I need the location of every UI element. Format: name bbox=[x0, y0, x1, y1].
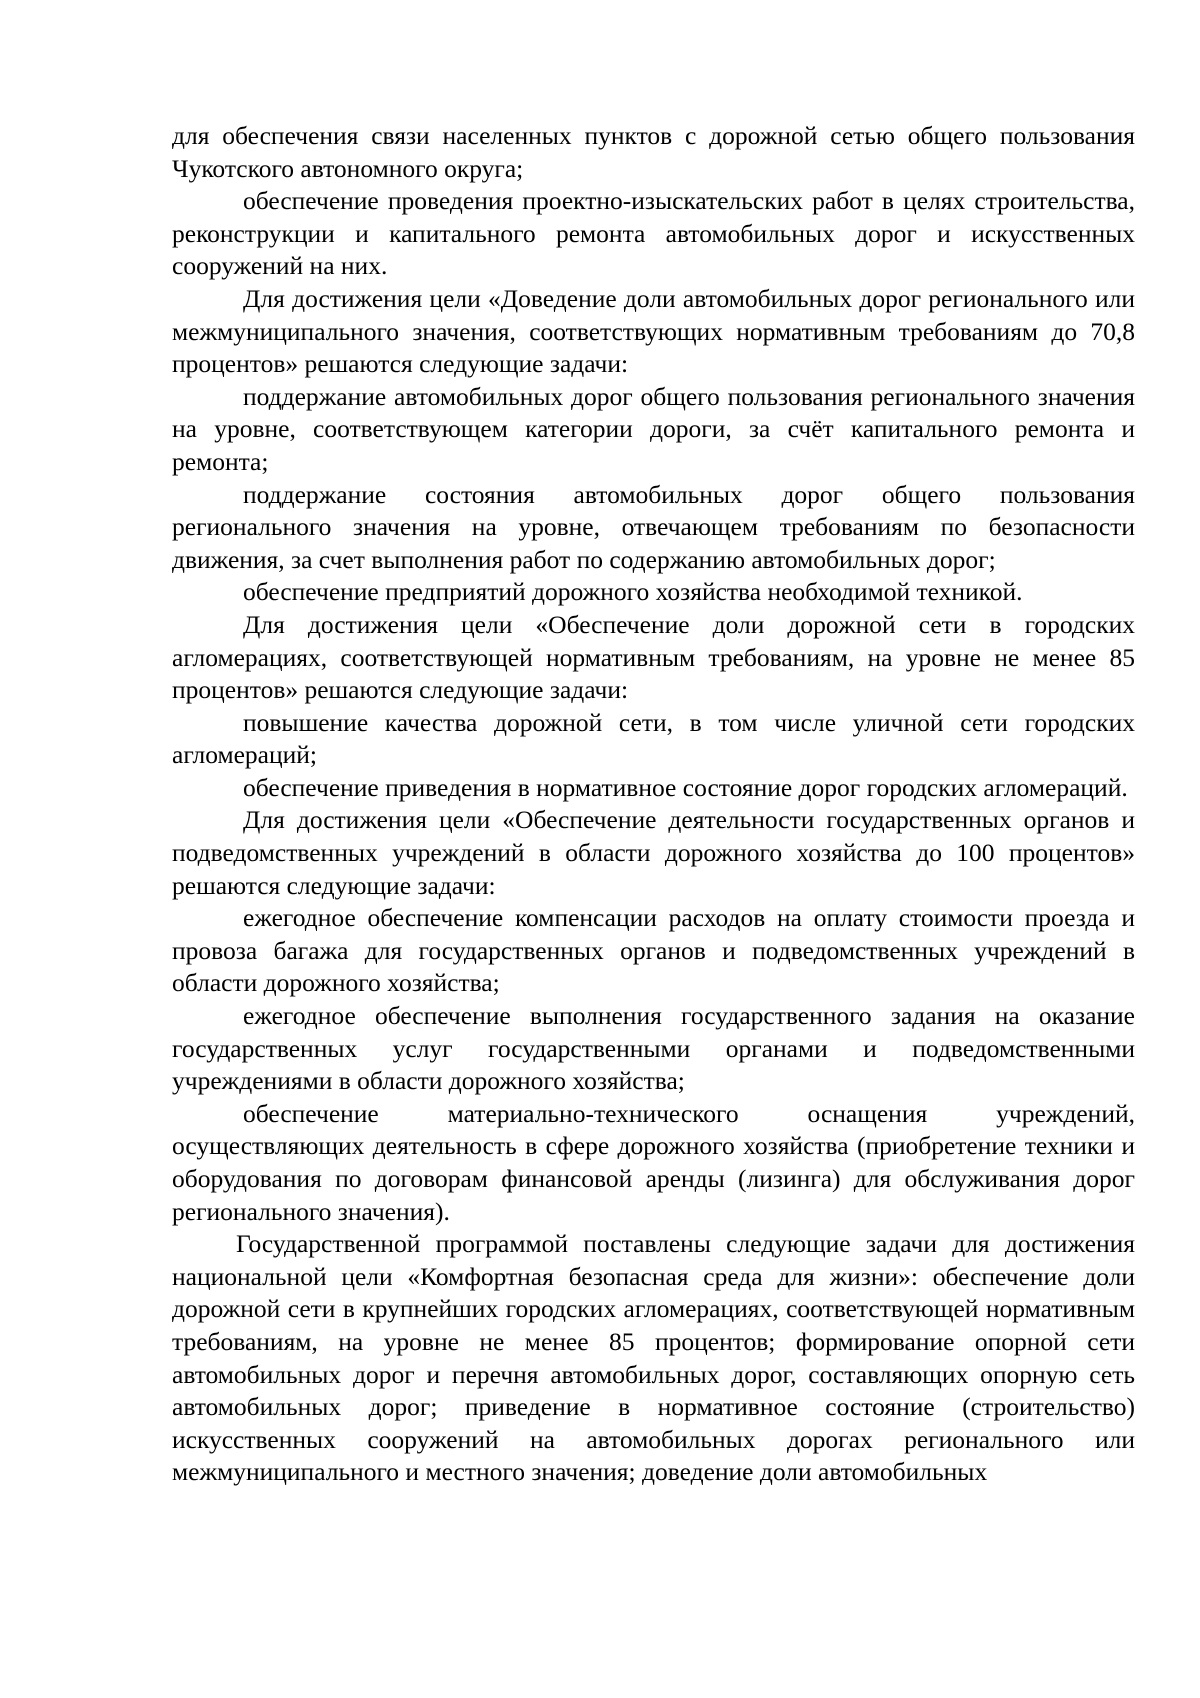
paragraph-12: ежегодное обеспечение выполнения государственного задания на оказание государственных услуг государственными органами и подведомственными учреждениями в области дорожного хозяйства; bbox=[172, 1001, 1135, 1096]
paragraph-11: ежегодное обеспечение компенсации расходов на оплату стоимости проезда и провоза багажа для государственных органов и подведомственных учреждений в области дорожного хозяйства; bbox=[172, 903, 1135, 998]
paragraph-6: обеспечение предприятий дорожного хозяйства необходимой техникой. bbox=[243, 577, 1023, 607]
paragraph-3: Для достижения цели «Доведение доли автомобильных дорог регионального или межмуниципального значения, соответствующих нормативным требованиям до 70,8 процентов» решаются следующие задачи: bbox=[172, 283, 1135, 379]
paragraph-1: для обеспечения связи населенных пунктов с дорожной сетью общего пользования Чукотского автономного округа; bbox=[172, 121, 1135, 183]
paragraph-8: повышение качества дорожной сети, в том числе уличной сети городских агломераций; bbox=[172, 707, 1135, 770]
paragraph-4: поддержание автомобильных дорог общего пользования регионального значения на уровне, соответствующем категории дороги, за счёт капитального ремонта и ремонта; bbox=[172, 381, 1135, 476]
paragraph-7: Для достижения цели «Обеспечение доли дорожной сети в городских агломерациях, соответствующей нормативным требованиям, на уровне не менее 85 процентов» решаются следующие задачи: bbox=[172, 609, 1135, 705]
paragraph-5: поддержание состояния автомобильных дорог общего пользования регионального значения на уровне, отвечающем требованиям по безопасности движения, за счет выполнения работ по содержанию автомобильных дорог; bbox=[172, 479, 1135, 574]
paragraph-2: обеспечение проведения проектно-изыскательских работ в целях строительства, реконструкции и капитального ремонта автомобильных дорог и искусственных сооружений на них. bbox=[172, 186, 1135, 281]
paragraph-10: Для достижения цели «Обеспечение деятельности государственных органов и подведомственных учреждений в области дорожного хозяйства до 100 процентов» решаются следующие задачи: bbox=[172, 805, 1135, 900]
paragraph-13: обеспечение материально-технического оснащения учреждений, осуществляющих деятельность в сфере дорожного хозяйства (приобретение техники и оборудования по договорам финансовой аренды (лизинга) для обслуживания дорог регионального значения). bbox=[172, 1098, 1135, 1226]
document-body bbox=[172, 120, 1135, 1489]
paragraph-9: обеспечение приведения в нормативное состояние дорог городских агломераций. bbox=[243, 772, 1128, 802]
paragraph-14: Государственной программой поставлены следующие задачи для достижения национальной цели «Комфортная безопасная среда для жизни»: обеспечение доли дорожной сети в крупнейших городских агломерациях, соответствующей нормативным требованиям, на уровне не менее 85 процентов; формирование опорной сети автомобильных дорог и перечня автомобильных дорог, составляющих опорную сеть автомобильных дорог; приведение в нормативное состояние (строительство) искусственных сооружений на автомобильных дорогах регионального или межмуниципального и местного значения; доведение доли автомобильных bbox=[172, 1229, 1135, 1487]
